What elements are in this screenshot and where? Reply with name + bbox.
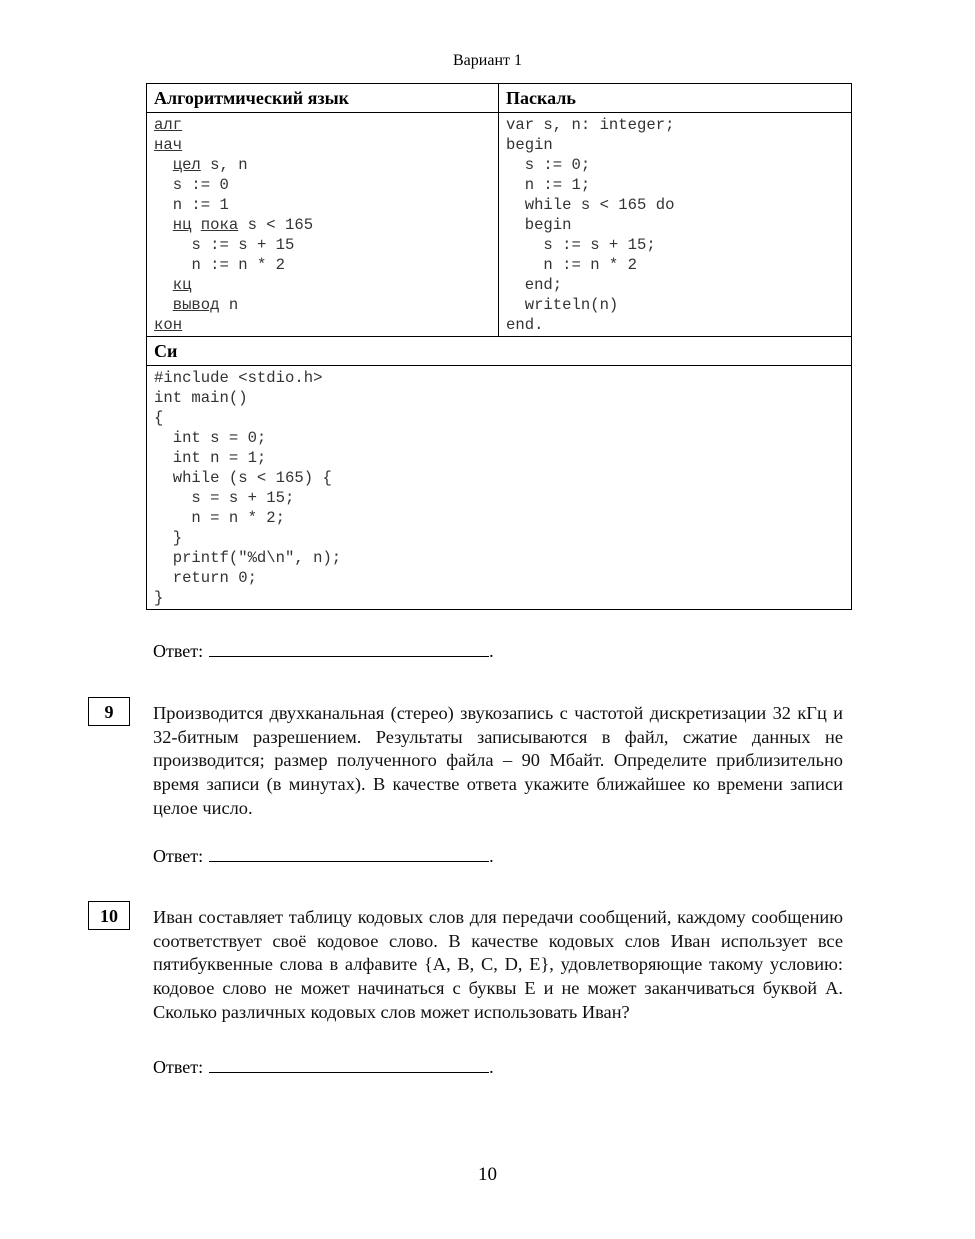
answer-line-q8 xyxy=(153,640,494,662)
answer-period: . xyxy=(489,641,494,661)
algo-keyword: кон xyxy=(154,316,183,334)
answer-blank[interactable] xyxy=(209,1056,489,1073)
answer-period: . xyxy=(489,1057,494,1077)
question-9-text: Производится двухканальная (стерео) звукозапись с частотой дискретизации 32 кГц и 32-битным разрешением. Результаты записываются в файл, сжатие данных не производится; размер полученного файла – 90 Мбайт. Определите приблизительно время записи (в минутах). В качестве ответа укажите ближайшее ко времени записи целое число. xyxy=(153,703,843,818)
algo-line: цел s, n xyxy=(172,156,248,174)
answer-label: Ответ: xyxy=(153,846,204,866)
answer-label: Ответ: xyxy=(153,1057,204,1077)
answer-line-q10 xyxy=(153,1056,494,1078)
algo-line: s := 0 xyxy=(172,176,229,194)
c-code: #include <stdio.h> int main() { int s = 0; int n = 1; while (s < 165) { s = s + 15; n = n * 2; } printf("%d\n", n); return 0; } xyxy=(154,369,342,607)
algo-header: Алгоритмический язык xyxy=(147,84,499,113)
algo-line: n := 1 xyxy=(172,196,229,214)
algo-code xyxy=(154,115,492,335)
question-9-number: 9 xyxy=(88,697,130,726)
answer-blank[interactable] xyxy=(209,845,489,862)
algo-keyword: цел xyxy=(172,156,201,174)
algo-keyword: нц xyxy=(172,216,192,234)
c-header: Си xyxy=(147,337,852,366)
pascal-header: Паскаль xyxy=(499,84,852,113)
pascal-code-cell xyxy=(499,113,852,337)
algo-line xyxy=(154,276,191,294)
code-table xyxy=(146,83,852,610)
answer-line-q9 xyxy=(153,845,494,867)
algo-line: s := s + 15 xyxy=(191,236,295,254)
answer-blank[interactable] xyxy=(209,640,489,657)
algo-line: вывод n xyxy=(172,296,239,314)
algo-keyword: пока xyxy=(200,216,239,234)
algo-keyword: нач xyxy=(154,136,183,154)
question-10-text: Иван составляет таблицу кодовых слов для передачи сообщений, каждому сообщению соответствует своё кодовое слово. В качестве кодовых слов Иван использует все пятибуквенные слова в алфавите {A, B, C, D, E}, удовлетворяющие такому условию: кодовое слово не может начинаться с буквы E и не может заканчиваться буквой A. Сколько различных кодовых слов может использовать Иван? xyxy=(153,907,843,1022)
algo-line: нц пока s < 165 xyxy=(172,216,314,234)
variant-label: Вариант 1 xyxy=(453,52,522,69)
algo-line xyxy=(154,136,182,154)
algo-keyword: вывод xyxy=(172,296,220,314)
answer-period: . xyxy=(489,846,494,866)
algo-line xyxy=(154,316,182,334)
answer-label: Ответ: xyxy=(153,641,204,661)
pascal-code: var s, n: integer; begin s := 0; n := 1; while s < 165 do begin s := s + 15; n := n * 2 end; writeln(n) end. xyxy=(506,116,675,334)
algo-keyword: алг xyxy=(154,116,183,134)
question-10-number: 10 xyxy=(88,901,130,930)
algo-line xyxy=(154,116,182,134)
algo-line: n := n * 2 xyxy=(191,256,286,274)
c-code-cell xyxy=(147,366,852,610)
algo-keyword: кц xyxy=(172,276,192,294)
algo-code-cell xyxy=(147,113,499,337)
page-number: 10 xyxy=(478,1164,497,1185)
